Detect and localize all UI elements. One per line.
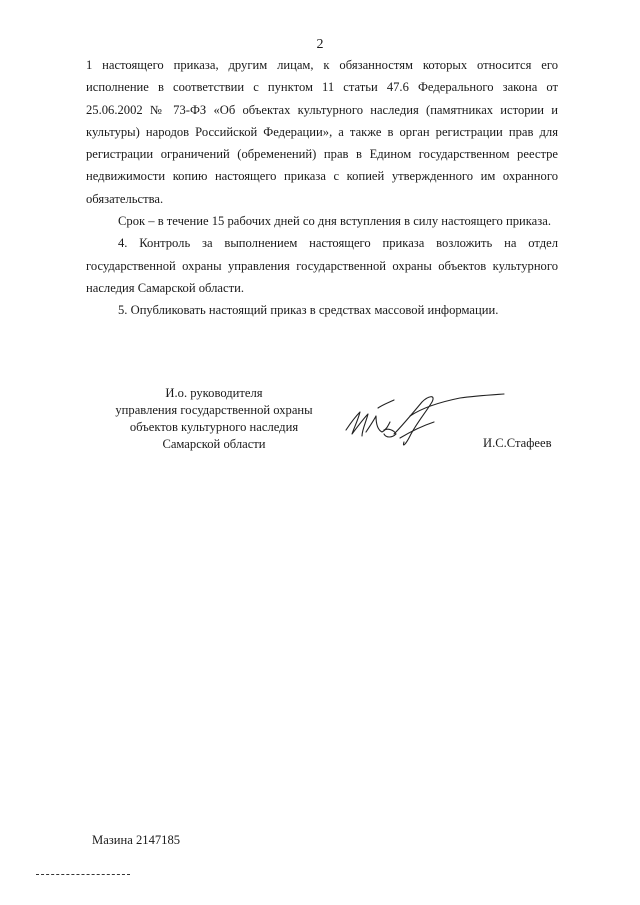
signatory-title-line: И.о. руководителя <box>165 386 263 400</box>
paragraph-item-5: 5. Опубликовать настоящий приказ в средствах массовой информации. <box>118 303 499 318</box>
paragraph-item-4: 4. Контроль за выполнением настоящего приказа возложить на отдел государственной охраны управления государственной охраны объектов культурного наследия Самарской области. <box>86 236 558 295</box>
order-body-text <box>86 54 558 322</box>
bottom-rule <box>36 874 130 875</box>
signatory-title-line: объектов культурного наследия <box>129 420 299 434</box>
page-number: 2 <box>316 37 324 52</box>
signatory-title-line: Самарской области <box>162 437 266 451</box>
paragraph-continuation: 1 настоящего приказа, другим лицам, к обязанностям которых относится его исполнение в соответствии с пунктом 11 статьи 47.6 Федерального закона от 25.06.2002 № 73-ФЗ «Об объектах культурного наследия (памятниках истории и культуры) народов Российской Федерации», а также в орган регистрации прав для регистрации ограничений (обременений) прав в Едином государственном реестре недвижимости копию настоящего приказа с копией утвержденного им охранного обязательства. <box>86 58 558 206</box>
signatory-title-line: управления государственной охраны <box>115 403 313 417</box>
executor-contact: Мазина 2147185 <box>92 833 181 847</box>
signatory-title <box>100 385 328 453</box>
paragraph-deadline: Срок – в течение 15 рабочих дней со дня вступления в силу настоящего приказа. <box>118 214 551 229</box>
signer-name: И.С.Стафеев <box>483 436 552 450</box>
